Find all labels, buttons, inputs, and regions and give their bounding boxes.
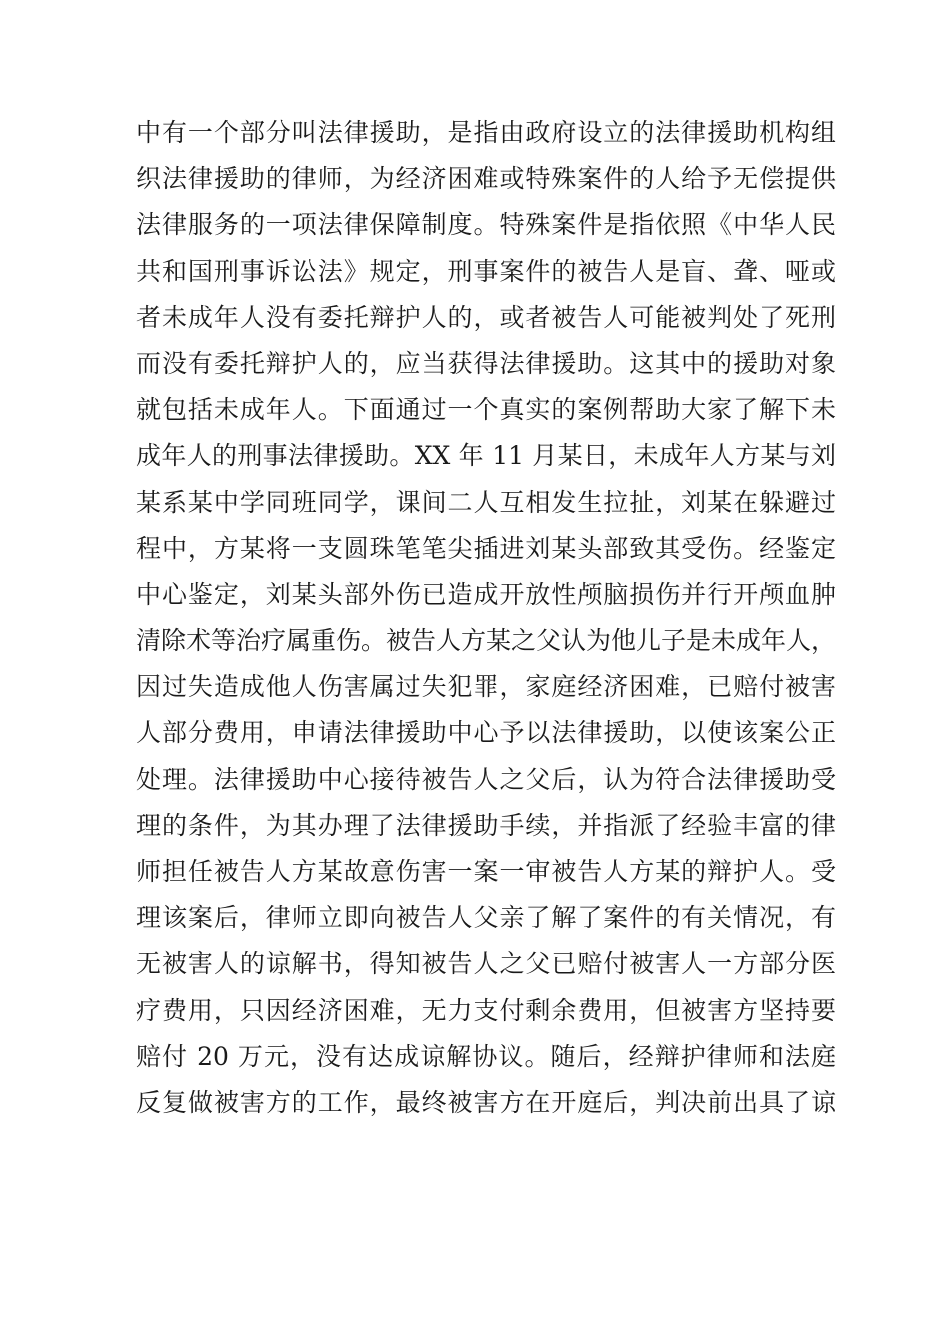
text-line-9: 某系某中学同班同学，课间二人互相发生拉扯，刘某在躲避过 [136,487,836,517]
text-line-3: 法律服务的一项法律保障制度。特殊案件是指依照《中华人民 [136,210,836,240]
text-line-10: 程中，方某将一支圆珠笔笔尖插进刘某头部致其受伤。经鉴定 [136,533,836,563]
text-line-14: 人部分费用，申请法律援助中心予以法律援助，以使该案公正 [136,718,836,748]
text-line-7: 就包括未成年人。下面通过一个真实的案例帮助大家了解下未 [136,395,836,425]
text-line-4: 共和国刑事诉讼法》规定，刑事案件的被告人是盲、聋、哑或 [136,256,836,286]
body-text [136,110,836,1126]
text-line-2: 织法律援助的律师，为经济困难或特殊案件的人给予无偿提供 [136,164,836,194]
text-line-1: 中有一个部分叫法律援助，是指由政府设立的法律援助机构组 [136,118,836,147]
text-line-16: 理的条件，为其办理了法律援助手续，并指派了经验丰富的律 [136,810,836,840]
text-line-11: 中心鉴定，刘某头部外伤已造成开放性颅脑损伤并行开颅血肿 [136,579,836,609]
text-line-12: 清除术等治疗属重伤。被告人方某之父认为他儿子是未成年人， [136,626,837,656]
text-line-13: 因过失造成他人伤害属过失犯罪，家庭经济困难，已赔付被害 [136,672,836,702]
text-line-18: 理该案后，律师立即向被告人父亲了解了案件的有关情况，有 [136,903,836,933]
text-line-5: 者未成年人没有委托辩护人的，或者被告人可能被判处了死刑 [136,302,836,332]
text-line-17: 师担任被告人方某故意伤害一案一审被告人方某的辩护人。受 [136,857,836,886]
text-line-19: 无被害人的谅解书，得知被告人之父已赔付被害人一方部分医 [136,949,836,979]
text-line-21: 赔付 20 万元，没有达成谅解协议。随后，经辩护律师和法庭 [136,1041,836,1071]
text-line-20: 疗费用，只因经济困难，无力支付剩余费用，但被害方坚持要 [136,995,836,1025]
text-line-22: 反复做被害方的工作，最终被害方在开庭后，判决前出具了谅 [136,1087,836,1117]
text-line-8: 成年人的刑事法律援助。XX 年 11 月某日，未成年人方某与刘 [136,441,836,471]
text-line-15: 处理。法律援助中心接待被告人之父后，认为符合法律援助受 [136,764,836,794]
text-line-6: 而没有委托辩护人的，应当获得法律援助。这其中的援助对象 [136,348,836,378]
